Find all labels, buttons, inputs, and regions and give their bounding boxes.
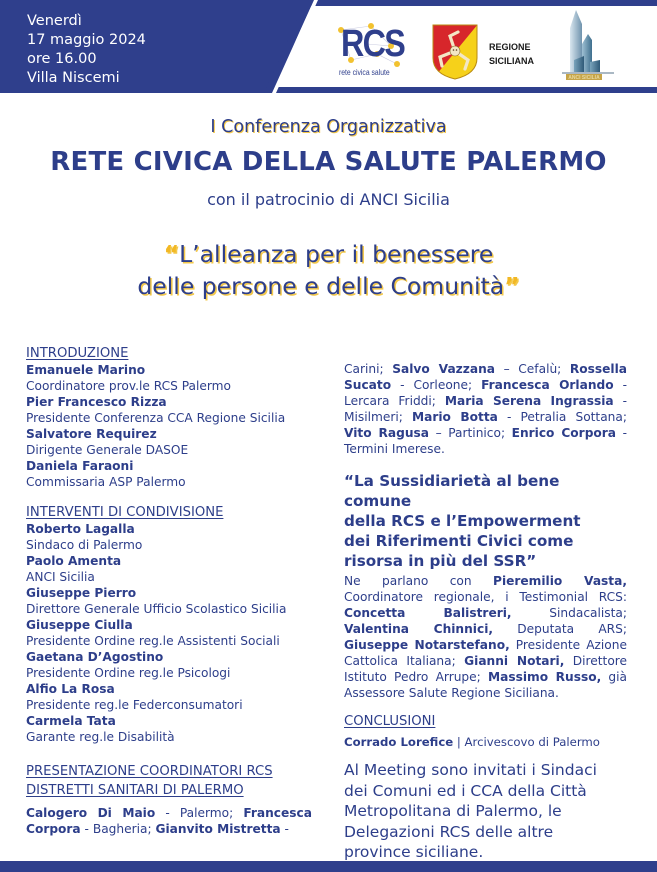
closing-speaker-role: Arcivescovo di Palermo bbox=[464, 735, 600, 749]
testimonial-name: Gianni Notari, bbox=[464, 654, 565, 668]
speaker-role: Coordinatore prov.le RCS Palermo bbox=[26, 379, 231, 393]
coordinator-name: Enrico Corpora bbox=[511, 426, 617, 440]
coordinator-name: Maria Serena Ingrassia bbox=[444, 394, 614, 408]
section-heading-introduzione: INTRODUZIONE bbox=[26, 346, 129, 361]
testimonial-role: Deputata ARS; bbox=[493, 622, 627, 636]
speaker-role: Garante reg.le Disabilità bbox=[26, 730, 175, 744]
speaker-role: Commissaria ASP Palermo bbox=[26, 475, 186, 489]
speaker-role: Presidente reg.le Federconsumatori bbox=[26, 698, 243, 712]
svg-text:ANCI SICILIA: ANCI SICILIA bbox=[568, 75, 600, 81]
coordinator-district: Lercara Friddi; bbox=[344, 394, 445, 408]
coordinator-district: Petralia Sottana; bbox=[520, 410, 627, 424]
speaker-role: Presidente Conferenza CCA Regione Sicilia bbox=[26, 411, 286, 425]
event-time: ore 16.00 bbox=[27, 51, 97, 67]
trinacria-coat-of-arms-icon bbox=[432, 24, 478, 80]
coordinatori-list-part2: Carini; Salvo Vazzana – Cefalù; Rossella Sucato - Corleone; Francesca Orlando - Lercara Friddi; Maria Serena Ingrassia - Misilmeri; Mario Botta - Petralia Sottana; Vito Ragusa – Partinico; Enrico Corpora - Termini Imerese. bbox=[344, 362, 628, 456]
speaker-name: Giuseppe Ciulla bbox=[26, 618, 133, 632]
moderator-name: Pieremilio Vasta, bbox=[493, 574, 627, 588]
coordinator-district: Corleone; bbox=[413, 378, 482, 392]
coordinator-district: Palermo; bbox=[179, 806, 244, 820]
regione-siciliana-label: REGIONE SICILIANA bbox=[489, 42, 534, 66]
speaker-role: Dirigente Generale DASOE bbox=[26, 443, 189, 457]
speaker-role: Sindaco di Palermo bbox=[26, 538, 143, 552]
speaker-name: Pier Francesco Rizza bbox=[26, 395, 167, 409]
patronage-line: con il patrocinio di ANCI Sicilia bbox=[207, 190, 450, 209]
speaker-role: Presidente Ordine reg.le Psicologi bbox=[26, 666, 231, 680]
testimonial-name: Concetta Balistreri, bbox=[344, 606, 512, 620]
speaker-role: Direttore Generale Ufficio Scolastico Sicilia bbox=[26, 602, 287, 616]
testimonial-role: Presidente Azione Cattolica Italiana; bbox=[344, 638, 627, 668]
coordinator-name: Gianvito Mistretta bbox=[155, 822, 281, 836]
closing-speaker-name: Corrado Lorefice bbox=[344, 735, 454, 749]
rcs-logo-icon bbox=[337, 20, 405, 78]
section-heading-conclusioni: CONCLUSIONI bbox=[344, 714, 436, 729]
speaker-name: Roberto Lagalla bbox=[26, 522, 135, 536]
conference-subtitle: I Conferenza Organizzativa bbox=[210, 117, 447, 137]
event-date: 17 maggio 2024 bbox=[27, 32, 146, 48]
coordinator-name: Vito Ragusa bbox=[344, 426, 430, 440]
testimonial-name: Giuseppe Notarstefano, bbox=[344, 638, 510, 652]
speaker-role: Presidente Ordine reg.le Assistenti Sociali bbox=[26, 634, 280, 648]
speaker-name: Alfio La Rosa bbox=[26, 682, 115, 696]
speaker-name: Giuseppe Pierro bbox=[26, 586, 137, 600]
testimonial-role: Direttore Istituto Pedro Arrupe; bbox=[344, 654, 628, 684]
anci-sicilia-skyscraper-icon bbox=[560, 10, 620, 84]
testimonial-role: Sindacalista; bbox=[511, 606, 627, 620]
close-quote-mark: ” bbox=[504, 272, 520, 300]
closing-speaker: Corrado Lorefice | Arcivescovo di Palermo bbox=[344, 735, 600, 749]
speaker-name: Paolo Amenta bbox=[26, 554, 122, 568]
coordinator-district: Termini Imerese. bbox=[344, 442, 445, 456]
moderator-role: Coordinatore regionale, i Testimonial RCS: bbox=[344, 590, 627, 604]
rcs-logo-subtitle: rete civica salute bbox=[339, 68, 390, 77]
program-right-column bbox=[344, 361, 627, 863]
coordinator-name: Francesca Orlando bbox=[481, 378, 614, 392]
coordinator-district: Cefalù; bbox=[518, 362, 570, 376]
open-quote-mark: “ bbox=[163, 240, 180, 268]
invitation-note: Al Meeting sono invitati i Sindaci dei Comuni ed i CCA della Città Metropolitana di Palermo, le Delegazioni RCS delle altre province siciliane. bbox=[344, 761, 597, 861]
program-left-column bbox=[26, 345, 312, 837]
event-venue: Villa Niscemi bbox=[27, 70, 120, 86]
slogan-line-2: delle persone e delle Comunità bbox=[137, 272, 505, 300]
speaker-name: Gaetana D’Agostino bbox=[26, 650, 164, 664]
coordinator-district: Bagheria; bbox=[92, 822, 156, 836]
coordinator-district: Misilmeri; bbox=[344, 410, 412, 424]
speaker-name: Daniela Faraoni bbox=[26, 459, 134, 473]
header-banner bbox=[0, 0, 657, 93]
speaker-name: Emanuele Marino bbox=[26, 363, 146, 377]
testimonial-name: Valentina Chinnici, bbox=[344, 622, 493, 636]
coordinator-name: Rossella Sucato bbox=[344, 362, 628, 392]
session-title-sussidiarieta: “La Sussidiarietà al bene comune della RCS e l’Empowerment dei Riferimenti Civici come risorsa in più del SSR” bbox=[344, 472, 581, 570]
section-heading-coordinatori: PRESENTAZIONE COORDINATORI RCS DISTRETTI SANITARI DI PALERMO bbox=[26, 764, 273, 798]
page-title: RETE CIVICA DELLA SALUTE PALERMO bbox=[50, 147, 607, 177]
testimonial-role: già Assessore Salute Regione Siciliana. bbox=[344, 670, 627, 700]
coordinatori-list-part1: Calogero Di Maio - Palermo; Francesca Corpora - Bagheria; Gianvito Mistretta - bbox=[26, 806, 312, 836]
testimonial-name: Massimo Russo, bbox=[487, 670, 602, 684]
coordinator-name: Salvo Vazzana bbox=[392, 362, 495, 376]
coordinator-name: Calogero Di Maio bbox=[26, 806, 156, 820]
speaker-name: Carmela Tata bbox=[26, 714, 116, 728]
interventi-list bbox=[26, 521, 312, 745]
coordinator-name: Mario Botta bbox=[411, 410, 498, 424]
coordinator-district: Carini; bbox=[344, 362, 393, 376]
event-day: Venerdì bbox=[27, 13, 82, 29]
coordinator-name: Francesca Corpora bbox=[26, 806, 312, 836]
session-speakers: Ne parlano con Pieremilio Vasta, Coordinatore regionale, i Testimonial RCS: Concetta Balistreri, Sindacalista; Valentina Chinnici, Deputata ARS; Giuseppe Notarstefano, Presidente Azione Cattolica Italiana; Gianni Notari, Direttore Istituto Pedro Arrupe; Massimo Russo, già Assessore Salute Regione Siciliana. bbox=[344, 574, 628, 700]
slogan-line-1: L’alleanza per il benessere bbox=[179, 240, 494, 268]
section-heading-interventi: INTERVENTI DI CONDIVISIONE bbox=[26, 505, 224, 520]
footer-bar bbox=[0, 861, 657, 872]
speaker-name: Salvatore Requirez bbox=[26, 427, 157, 441]
coordinator-district: Partinico; bbox=[448, 426, 512, 440]
event-slogan bbox=[0, 238, 657, 302]
event-date-block bbox=[27, 12, 146, 88]
introduzione-list bbox=[26, 362, 312, 490]
rcs-logo-letters: RCS bbox=[341, 23, 405, 65]
speaker-role: ANCI Sicilia bbox=[26, 570, 95, 584]
